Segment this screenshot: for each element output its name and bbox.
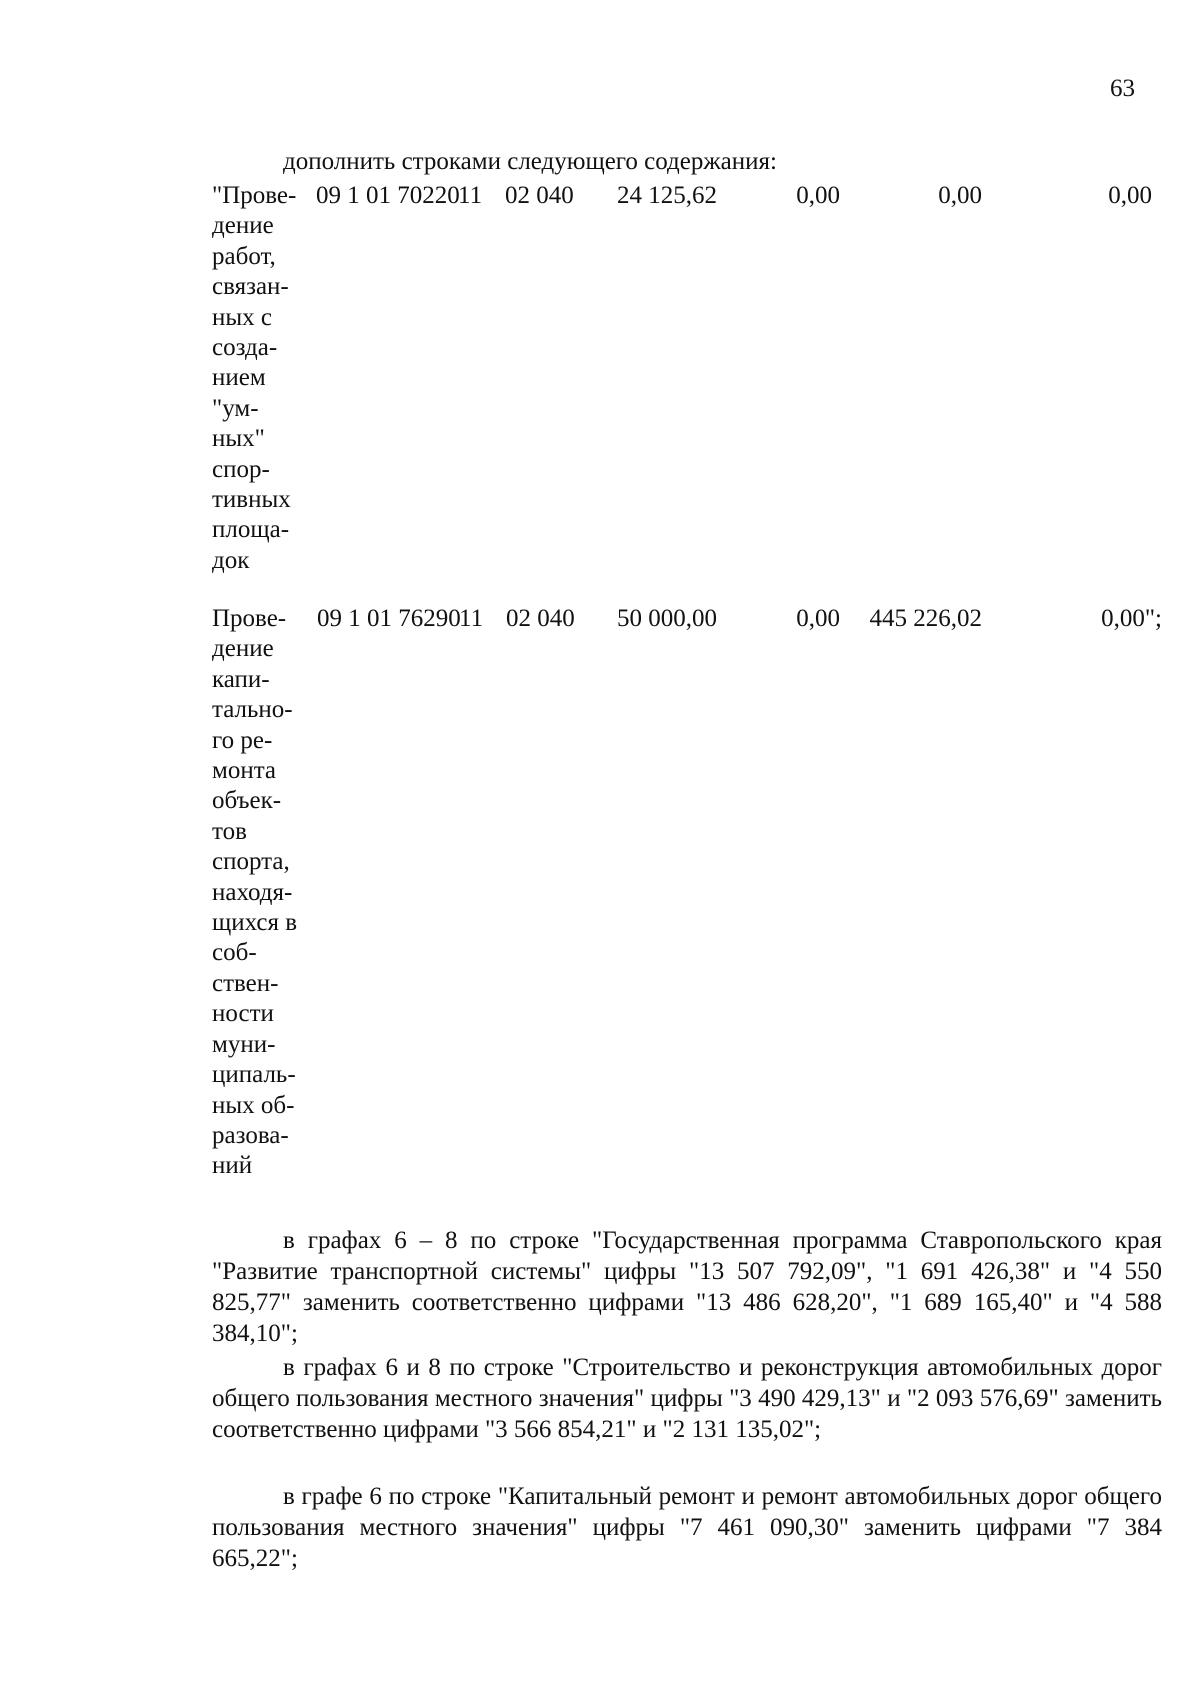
sum-2: 0,00 — [796, 605, 840, 632]
amendment-paragraph: в графах 6 и 8 по строке "Строительство и реконструкция автомобильных дорог общего пользования местного значения" цифры "3 490 429,13" и "2 093 576,69" заменить соответственно цифрами "3 566 854,21" и "2 131 135,02"; — [212, 1354, 1162, 1443]
code-2: 11 — [459, 605, 484, 632]
program-code: 09 1 01 76290 — [317, 605, 461, 632]
intro-text: дополнить строками следующего содержания: — [283, 148, 777, 175]
sum-3: 445 226,02 — [869, 605, 982, 632]
code-2: 11 — [458, 182, 483, 209]
sum-3: 0,00 — [938, 182, 982, 209]
code-3: 02 040 — [506, 605, 575, 632]
program-code: 09 1 01 70220 — [316, 182, 460, 209]
row-name: Прове- дение капи- тально- го ре- монта объек- тов спорта, находя- щихся в соб- ствен- ности муни- ципаль- ных об- разова- ний — [212, 605, 298, 1180]
amendment-paragraph: в графах 6 – 8 по строке "Государственная программа Ставропольского края "Развитие транспортной системы" цифры "13 507 792,09", "1 691 426,38" и "4 550 825,77" заменить соответственно цифрами "13 486 628,20", "1 689 165,40" и "4 588 384,10"; — [212, 1227, 1162, 1347]
sum-2: 0,00 — [796, 182, 840, 209]
row-name: "Прове- дение работ, связан- ных с созда- нием "ум- ных" спор- тивных площа- док — [212, 182, 297, 574]
page-number: 63 — [1110, 75, 1135, 102]
sum-1: 24 125,62 — [617, 182, 717, 209]
sum-4: 0,00 — [1108, 182, 1152, 209]
code-3: 02 040 — [505, 182, 574, 209]
sum-4: 0,00"; — [1101, 605, 1162, 632]
amendment-paragraph: в графе 6 по строке "Капитальный ремонт и ремонт автомобильных дорог общего пользования местного значения" цифры "7 461 090,30" заменить цифрами "7 384 665,22"; — [212, 1483, 1162, 1572]
sum-1: 50 000,00 — [617, 605, 717, 632]
